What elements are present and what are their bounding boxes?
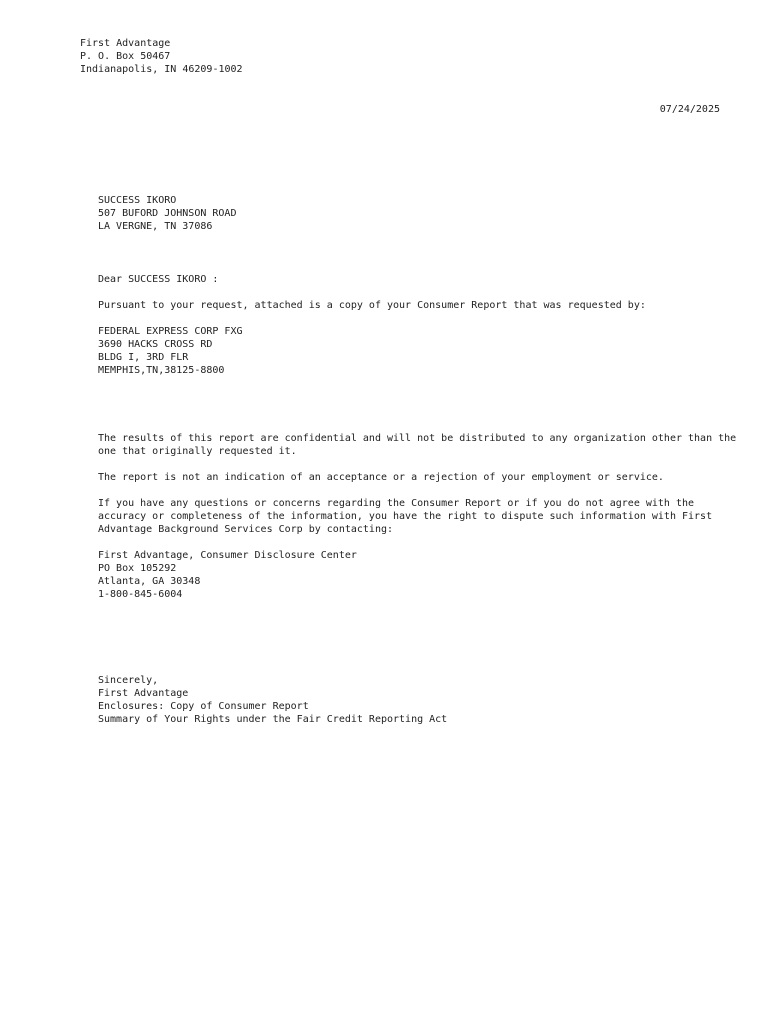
confidential-paragraph (98, 432, 736, 458)
not-indication-paragraph (98, 471, 664, 484)
sender-address (80, 37, 243, 76)
paragraph-line: accuracy or completeness of the information, you have the right to dispute such information with First (98, 511, 713, 522)
requester-city: MEMPHIS,TN,38125-8800 (98, 365, 225, 376)
requester-name: FEDERAL EXPRESS CORP FXG (98, 326, 243, 337)
recipient-city: LA VERGNE, TN 37086 (98, 221, 213, 232)
dispute-paragraph (98, 497, 712, 536)
closing-sincerely: Sincerely, (98, 675, 159, 686)
paragraph-line: The report is not an indication of an acceptance or a rejection of your employment or service. (98, 472, 664, 483)
disclosure-phone: 1-800-845-6004 (98, 589, 183, 600)
letter-date (660, 103, 720, 116)
enclosures-line: Enclosures: Copy of Consumer Report (98, 701, 309, 712)
salutation-text: Dear SUCCESS IKORO : (98, 274, 219, 285)
paragraph-line: The results of this report are confidential and will not be distributed to any organization other than the (98, 433, 737, 444)
sender-po-box: P. O. Box 50467 (80, 51, 171, 62)
closing-signature: First Advantage (98, 688, 189, 699)
disclosure-name: First Advantage, Consumer Disclosure Center (98, 550, 357, 561)
enclosures-summary: Summary of Your Rights under the Fair Credit Reporting Act (98, 714, 448, 725)
disclosure-center-address (98, 549, 357, 601)
recipient-name: SUCCESS IKORO (98, 195, 177, 206)
requester-street: 3690 HACKS CROSS RD (98, 339, 213, 350)
intro-text: Pursuant to your request, attached is a copy of your Consumer Report that was requested by: (98, 300, 646, 311)
recipient-street: 507 BUFORD JOHNSON ROAD (98, 208, 237, 219)
sender-name: First Advantage (80, 38, 171, 49)
recipient-address (98, 194, 236, 233)
disclosure-city: Atlanta, GA 30348 (98, 576, 201, 587)
paragraph-line: Advantage Background Services Corp by contacting: (98, 524, 394, 535)
sender-city: Indianapolis, IN 46209-1002 (80, 64, 243, 75)
requester-building: BLDG I, 3RD FLR (98, 352, 189, 363)
paragraph-line: If you have any questions or concerns regarding the Consumer Report or if you do not agree with the (98, 498, 695, 509)
closing-block (98, 674, 447, 726)
paragraph-line: one that originally requested it. (98, 446, 297, 457)
date-text: 07/24/2025 (659, 104, 720, 115)
intro-paragraph (98, 299, 646, 312)
disclosure-po-box: PO Box 105292 (98, 563, 177, 574)
salutation (98, 273, 218, 286)
requester-address (98, 325, 243, 377)
